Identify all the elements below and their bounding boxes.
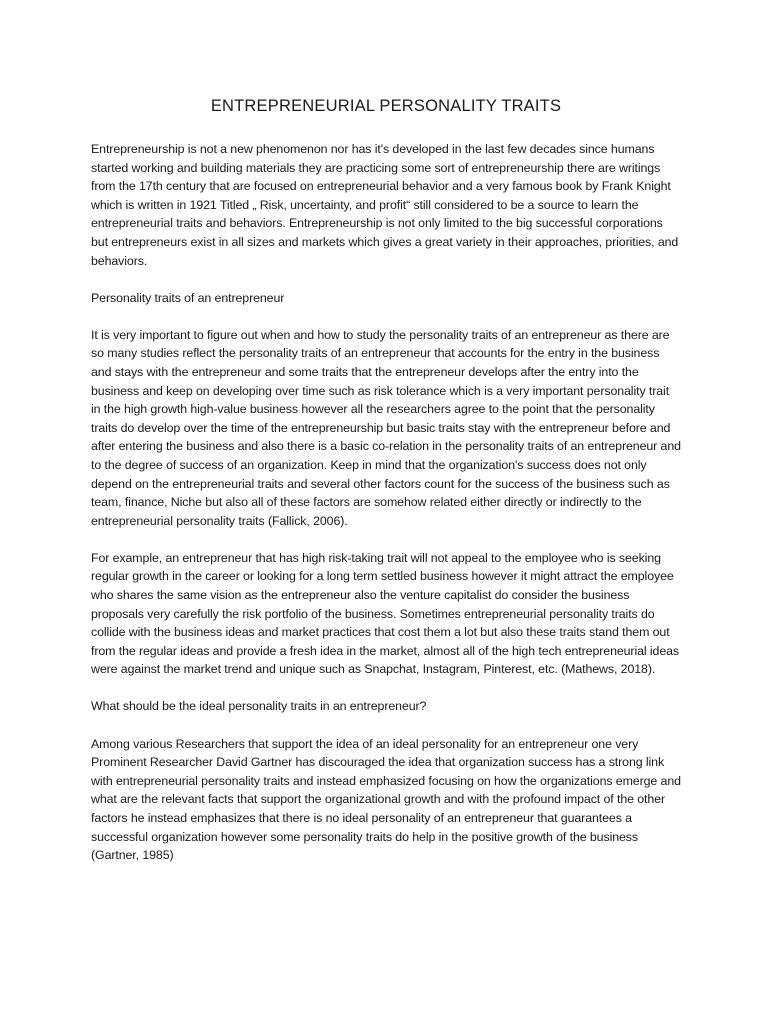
paragraph-intro: Entrepreneurship is not a new phenomenon nor has it's developed in the last few decades since humans started working and building materials they are practicing some sort of entrepreneurship there are writings from the 17th century that are focused on entrepreneurial behavior and a very famous book by Frank Knight which is written in 1921 Titled „ Risk, uncertainty, and profit“ still considered to be a source to learn the entrepreneurial traits and behaviors. Entrepreneurship is not only limited to the big successful corporations but entrepreneurs exist in all sizes and markets which gives a great variety in their approaches, priorities, and behaviors. — [91, 142, 679, 268]
document-title: ENTREPRENEURIAL PERSONALITY TRAITS — [210, 97, 562, 115]
paragraph-example: For example, an entrepreneur that has high risk-taking trait will not appeal to the employee who is seeking regular growth in the career or looking for a long term settled business however it might attract the employee who shares the same vision as the entrepreneur also the venture capitalist do consider the business proposals very carefully the risk portfolio of the business. Sometimes entrepreneurial personality traits do collide with the business ideas and market practices that cost them a lot but also these traits stand them out from the regular ideas and provide a fresh idea in the market, almost all of the high tech entrepreneurial ideas were against the market trend and unique such as Snapchat, Instagram, Pinterest, etc. (Mathews, 2018). — [91, 550, 680, 677]
document-page — [91, 96, 681, 883]
paragraph-study-traits: It is very important to figure out when and how to study the personality traits of an entrepreneur as there are so many studies reflect the personality traits of an entrepreneur that accounts for the entry in the business and stays with the entrepreneur and some traits that the entrepreneur develops after the entry into the business and keep on developing over time such as risk tolerance which is a very important personality trait in the high growth high-value business however all the researchers agree to the point that the personality traits do develop over the time of the entrepreneurship but basic traits stay with the entrepreneur before and after entering the business and also there is a basic co-relation in the personality traits of an entrepreneur and to the degree of success of an organization. Keep in mind that the organization's success does not only depend on the entrepreneurial traits and several other factors count for the success of the business such as team, finance, Niche but also all of these factors are somehow related either directly or indirectly to the entrepreneurial personality traits (Fallick, 2006). — [91, 327, 681, 528]
section-heading-ideal-traits: What should be the ideal personality traits in an entrepreneur? — [91, 699, 427, 714]
section-heading-personality-traits: Personality traits of an entrepreneur — [91, 290, 285, 305]
paragraph-researchers: Among various Researchers that support the idea of an ideal personality for an entrepreneur one very Prominent Researcher David Gartner has discouraged the idea that organization success has a strong link with entrepreneurial personality traits and instead emphasized focusing on how the organizations emerge and what are the relevant facts that support the organizational growth and with the profound impact of the other factors he instead emphasizes that there is no ideal personality of an entrepreneur that guarantees a successful organization however some personality traits do help in the positive growth of the business (Gartner, 1985) — [91, 736, 681, 863]
